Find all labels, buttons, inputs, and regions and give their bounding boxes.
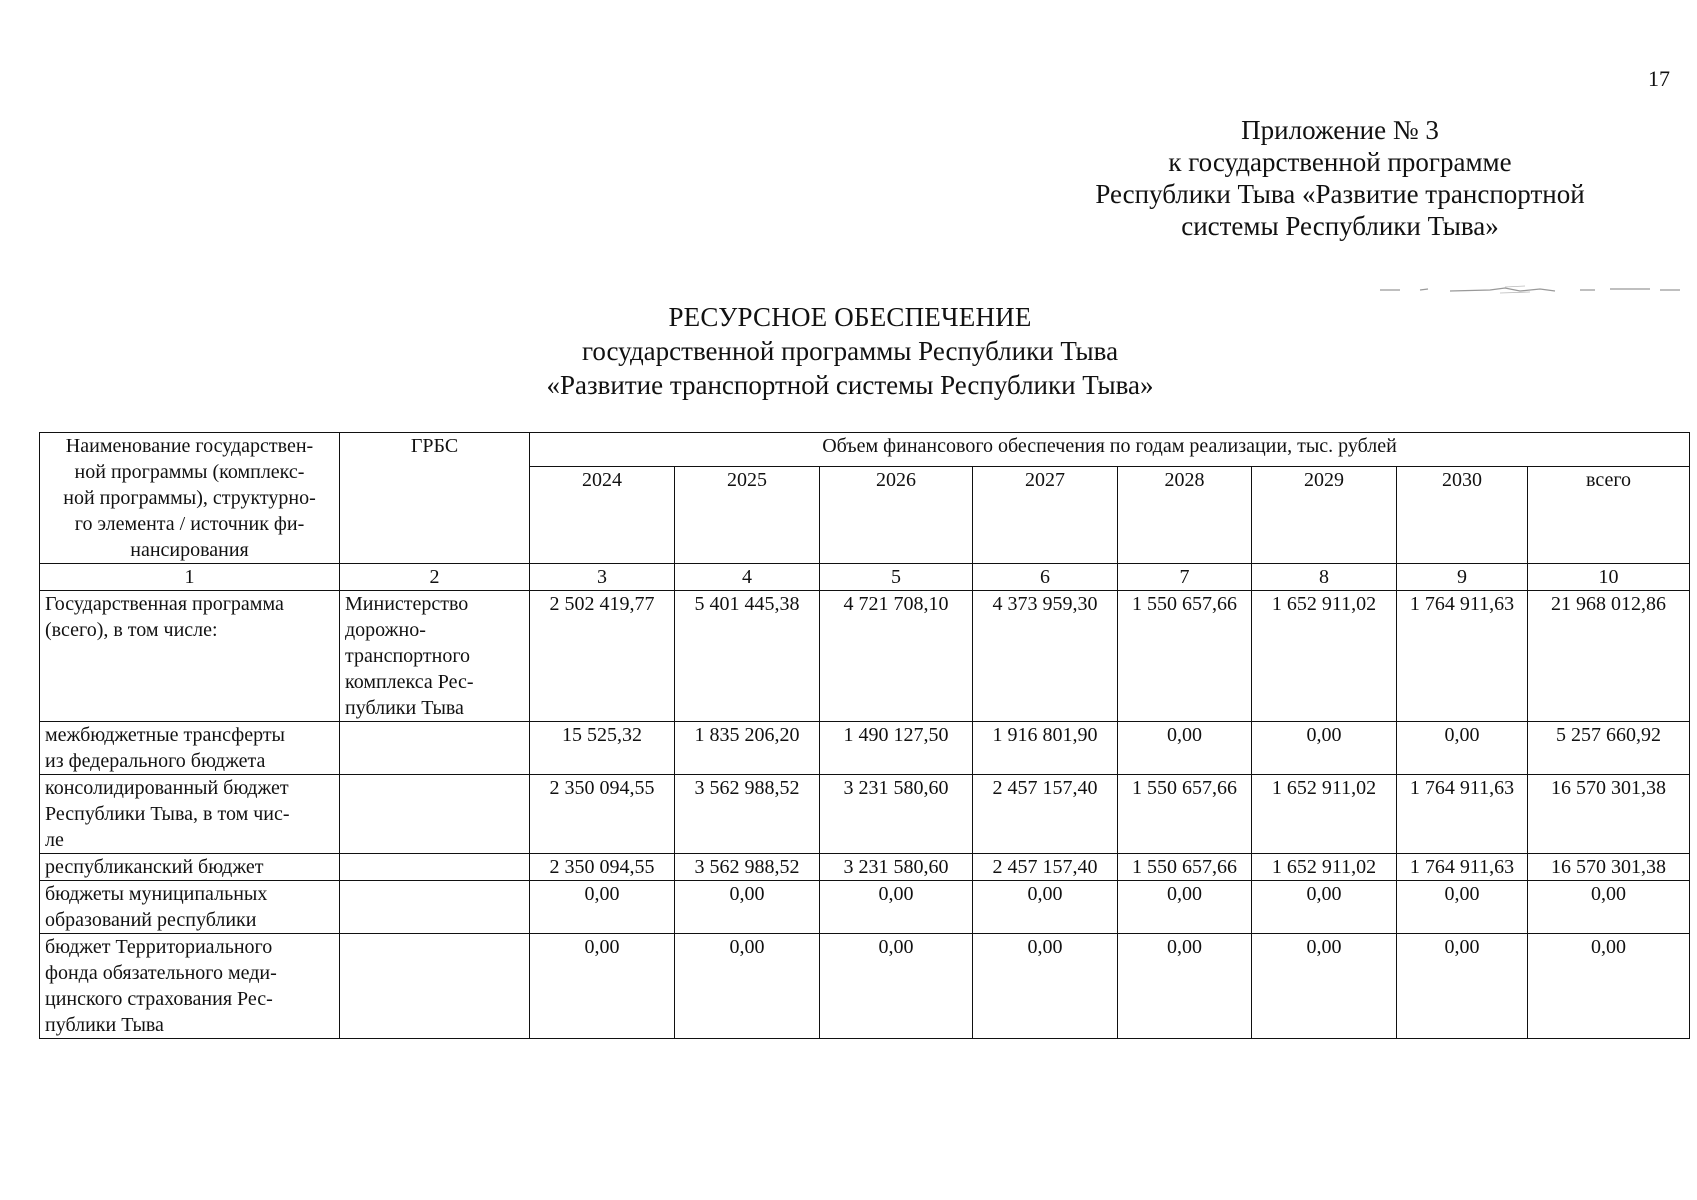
appendix-line: системы Республики Тыва» — [1181, 211, 1499, 241]
column-number: 10 — [1528, 564, 1690, 591]
row-name-line: образований республики — [45, 909, 257, 931]
appendix-line: к государственной программе — [1168, 147, 1512, 177]
value-cell: 2 350 094,55 — [530, 775, 675, 854]
title-line: «Развитие транспортной системы Республики Тыва» — [546, 370, 1154, 400]
value-cell: 16 570 301,38 — [1528, 775, 1690, 854]
table-row — [40, 854, 1690, 881]
header-volume: Объем финансового обеспечения по годам реализации, тыс. рублей — [530, 433, 1690, 467]
column-number: 1 — [40, 564, 340, 591]
value-cell: 1 764 911,63 — [1397, 775, 1528, 854]
column-number: 3 — [530, 564, 675, 591]
value-cell: 3 231 580,60 — [820, 775, 973, 854]
value-cell: 0,00 — [1397, 722, 1528, 775]
column-number: 6 — [973, 564, 1118, 591]
header-name-line: Наименование государствен- — [65, 435, 314, 457]
row-name-line: консолидированный бюджет — [45, 777, 289, 799]
value-cell: 1 916 801,90 — [973, 722, 1118, 775]
column-number: 4 — [675, 564, 820, 591]
value-cell: 0,00 — [1528, 934, 1690, 1039]
table-column-number-row — [40, 564, 1690, 591]
row-name — [40, 881, 340, 934]
value-cell: 3 231 580,60 — [820, 854, 973, 881]
value-cell: 0,00 — [820, 934, 973, 1039]
value-cell: 15 525,32 — [530, 722, 675, 775]
row-grbs — [340, 591, 530, 722]
value-cell: 0,00 — [1397, 881, 1528, 934]
value-cell: 1 652 911,02 — [1252, 854, 1397, 881]
appendix-line: Республики Тыва «Развитие транспортной — [1095, 179, 1585, 209]
value-cell: 1 550 657,66 — [1118, 591, 1252, 722]
title-main: РЕСУРСНОЕ ОБЕСПЕЧЕНИЕ — [668, 302, 1032, 332]
column-number: 2 — [340, 564, 530, 591]
value-cell: 3 562 988,52 — [675, 775, 820, 854]
value-cell: 0,00 — [1252, 934, 1397, 1039]
column-number: 9 — [1397, 564, 1528, 591]
value-cell: 5 401 445,38 — [675, 591, 820, 722]
value-cell: 0,00 — [530, 881, 675, 934]
column-number: 5 — [820, 564, 973, 591]
value-cell: 2 350 094,55 — [530, 854, 675, 881]
row-grbs-line: комплекса Рес- — [345, 671, 474, 693]
value-cell: 0,00 — [675, 881, 820, 934]
row-name-line: межбюджетные трансферты — [45, 724, 285, 746]
row-name-line: Республики Тыва, в том чис- — [45, 803, 290, 825]
year-header: всего — [1528, 467, 1690, 564]
row-name — [40, 591, 340, 722]
value-cell: 4 721 708,10 — [820, 591, 973, 722]
value-cell: 1 490 127,50 — [820, 722, 973, 775]
value-cell: 1 550 657,66 — [1118, 775, 1252, 854]
row-name — [40, 775, 340, 854]
value-cell: 2 457 157,40 — [973, 775, 1118, 854]
value-cell: 2 502 419,77 — [530, 591, 675, 722]
value-cell: 1 835 206,20 — [675, 722, 820, 775]
value-cell: 0,00 — [973, 934, 1118, 1039]
table-row — [40, 881, 1690, 934]
value-cell: 2 457 157,40 — [973, 854, 1118, 881]
value-cell: 0,00 — [1252, 722, 1397, 775]
year-header: 2027 — [973, 467, 1118, 564]
year-header: 2028 — [1118, 467, 1252, 564]
document-title — [400, 300, 1300, 402]
value-cell: 16 570 301,38 — [1528, 854, 1690, 881]
appendix-note — [1060, 114, 1620, 242]
row-name-line: (всего), в том числе: — [45, 619, 218, 641]
row-name-line: Государственная программа — [45, 593, 284, 615]
row-grbs-line: Министерство — [345, 593, 469, 615]
value-cell: 1 652 911,02 — [1252, 591, 1397, 722]
row-grbs — [340, 881, 530, 934]
row-name-line: бюджеты муниципальных — [45, 883, 268, 905]
row-name-line: фонда обязательного меди- — [45, 962, 277, 984]
value-cell: 1 550 657,66 — [1118, 854, 1252, 881]
title-line: государственной программы Республики Тыва — [581, 336, 1119, 366]
row-grbs — [340, 854, 530, 881]
value-cell: 4 373 959,30 — [973, 591, 1118, 722]
resource-table — [39, 432, 1690, 1039]
row-grbs — [340, 722, 530, 775]
row-name-line: из федерального бюджета — [45, 750, 266, 772]
header-name — [40, 433, 340, 564]
value-cell: 0,00 — [1528, 881, 1690, 934]
table-row — [40, 591, 1690, 722]
table-row — [40, 722, 1690, 775]
row-name-line: публики Тыва — [45, 1014, 164, 1036]
value-cell: 0,00 — [1118, 881, 1252, 934]
scan-artifact — [1380, 284, 1680, 296]
row-grbs — [340, 775, 530, 854]
value-cell: 0,00 — [675, 934, 820, 1039]
value-cell: 0,00 — [1397, 934, 1528, 1039]
table-row — [40, 934, 1690, 1039]
table-row — [40, 775, 1690, 854]
row-grbs-line: публики Тыва — [345, 697, 464, 719]
value-cell: 0,00 — [1252, 881, 1397, 934]
row-name-line: республиканский бюджет — [45, 856, 264, 878]
value-cell: 1 764 911,63 — [1397, 591, 1528, 722]
value-cell: 0,00 — [973, 881, 1118, 934]
row-name — [40, 934, 340, 1039]
row-name-line: бюджет Территориального — [45, 936, 273, 958]
column-number: 7 — [1118, 564, 1252, 591]
row-name — [40, 854, 340, 881]
header-name-line: ной программы (комплекс- — [74, 461, 305, 483]
year-header: 2026 — [820, 467, 973, 564]
value-cell: 3 562 988,52 — [675, 854, 820, 881]
header-name-line: ной программы), структурно- — [63, 487, 316, 509]
row-grbs — [340, 934, 530, 1039]
appendix-line: Приложение № 3 — [1241, 115, 1439, 145]
row-name-line: цинского страхования Рес- — [45, 988, 273, 1010]
value-cell: 0,00 — [530, 934, 675, 1039]
header-name-line: го элемента / источник фи- — [74, 513, 305, 535]
row-grbs-line: транспортного — [345, 645, 471, 667]
value-cell: 0,00 — [1118, 934, 1252, 1039]
value-cell: 5 257 660,92 — [1528, 722, 1690, 775]
value-cell: 1 652 911,02 — [1252, 775, 1397, 854]
row-grbs-line: дорожно- — [345, 619, 426, 641]
year-header: 2030 — [1397, 467, 1528, 564]
value-cell: 0,00 — [820, 881, 973, 934]
value-cell: 21 968 012,86 — [1528, 591, 1690, 722]
value-cell: 1 764 911,63 — [1397, 854, 1528, 881]
year-header: 2029 — [1252, 467, 1397, 564]
header-grbs: ГРБС — [340, 433, 530, 564]
row-name-line: ле — [45, 829, 64, 851]
table-header-row — [40, 433, 1690, 467]
value-cell: 0,00 — [1118, 722, 1252, 775]
year-header: 2025 — [675, 467, 820, 564]
row-name — [40, 722, 340, 775]
header-name-line: нансирования — [130, 539, 249, 561]
year-header: 2024 — [530, 467, 675, 564]
page-number: 17 — [1648, 66, 1670, 91]
column-number: 8 — [1252, 564, 1397, 591]
